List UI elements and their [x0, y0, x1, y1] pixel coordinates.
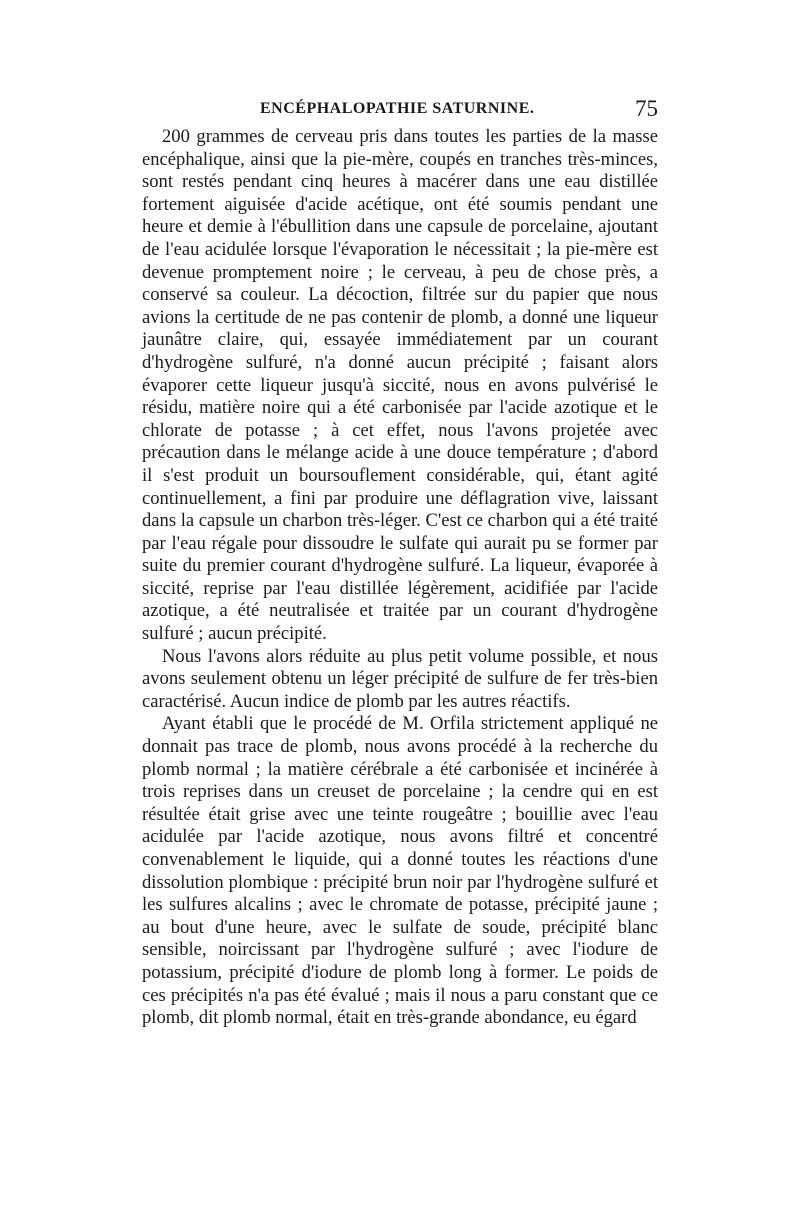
paragraph-1: 200 grammes de cerveau pris dans toutes les parties de la masse encéphalique, ainsi que la pie-mère, coupés en tranches très-minces, sont restés pendant cinq heures à macérer dans une eau distillée fortement aiguisée d'acide acétique, ont été soumis pendant une heure et demie à l'ébullition dans une capsule de porcelaine, ajoutant de l'eau acidulée lorsque l'évaporation le nécessitait ; la pie-mère est devenue promptement noire ; le cerveau, à peu de chose près, a conservé sa couleur. La décoction, filtrée sur du papier que nous avions la certitude de ne pas contenir de plomb, a donné une liqueur jaunâtre claire, qui, essayée immédiatement par un courant d'hydrogène sulfuré, n'a donné aucun précipité ; faisant alors évaporer cette liqueur jusqu'à siccité, nous en avons pulvérisé le résidu, matière noire qui a été carbonisée par l'acide azotique et le chlorate de potasse ; à cet effet, nous l'avons projetée avec précaution dans le mélange acide à une douce température ; d'abord il s'est produit un boursouflement considérable, qui, étant agité continuellement, a fini par produire une déflagration vive, laissant dans la capsule un charbon très-léger. C'est ce charbon qui a été traité par l'eau régale pour dissoudre le sulfate qui aurait pu se former par suite du premier courant d'hydrogène sulfuré. La liqueur, évaporée à siccité, reprise par l'eau distillée légèrement, acidifiée par l'acide azotique, a été neutralisée et traitée par un courant d'hydrogène sulfuré ; aucun précipité.: [142, 126, 659, 645]
page-number: 75: [635, 96, 658, 121]
running-title: ENCÉPHALOPATHIE SATURNINE.: [260, 100, 535, 117]
page-header: [142, 98, 658, 122]
paragraph-3: Ayant établi que le procédé de M. Orfila strictement appliqué ne donnait pas trace de plomb, nous avons procédé à la recherche du plomb normal ; la matière cérébrale a été carbonisée et incinérée à trois reprises dans un creuset de porcelaine ; la cendre qui en est résultée était grise avec une teinte rougeâtre ; bouillie avec l'eau acidulée par l'acide azotique, nous avons filtré et concentré convenablement le liquide, qui a donné toutes les réactions d'une dissolution plombique : précipité brun noir par l'hydrogène sulfuré et les sulfures alcalins ; avec le chromate de potasse, précipité jaune ; au bout d'une heure, avec le sulfate de soude, précipité blanc sensible, noircissant par l'hydrogène sulfuré ; avec l'iodure de potassium, précipité d'iodure de plomb long à former. Le poids de ces précipités n'a pas été évalué ; mais il nous a paru constant que ce plomb, dit plomb normal, était en très-grande abondance, eu égard: [142, 713, 658, 1029]
paragraph-2: Nous l'avons alors réduite au plus petit volume possible, et nous avons seulement obtenu un léger précipité de sulfure de fer très-bien caractérisé. Aucun indice de plomb par les autres réactifs.: [142, 645, 658, 712]
body-text: [142, 126, 658, 1030]
